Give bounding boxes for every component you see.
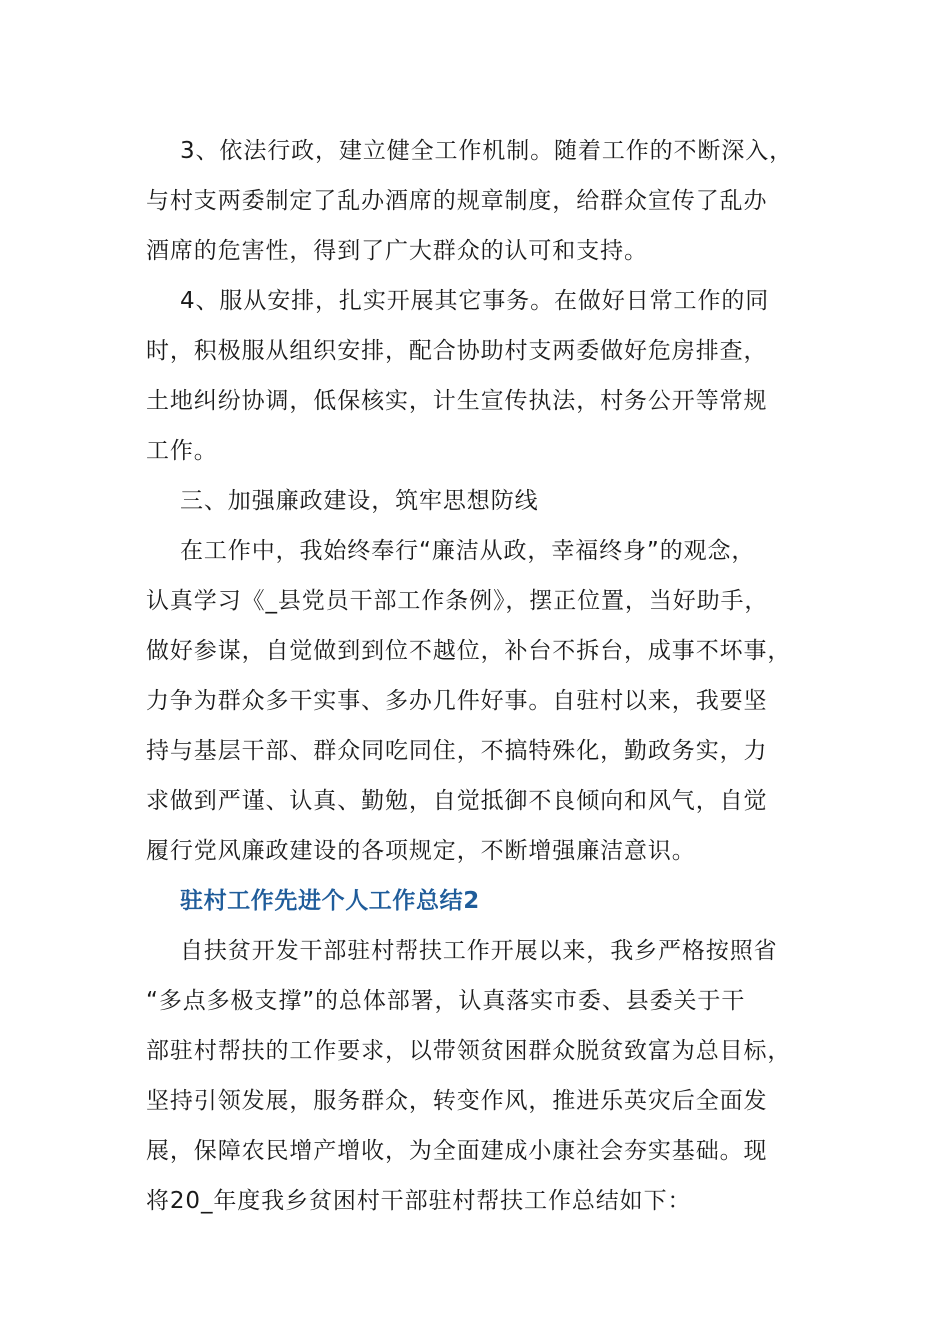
paragraph-follow-arrangements bbox=[146, 276, 786, 476]
paragraph-rule-of-law bbox=[146, 126, 794, 276]
text-line: 三、加强廉政建设，筑牢思想防线 bbox=[180, 488, 539, 514]
text-line: 求做到严谨、认真、勤勉，自觉抵御不良倾向和风气，自觉 bbox=[146, 788, 768, 814]
text-line: 力争为群众多干实事、多办几件好事。自驻村以来，我要坚 bbox=[146, 688, 768, 714]
paragraph-poverty-alleviation bbox=[146, 926, 792, 1226]
text-line: 酒席的危害性，得到了广大群众的认可和支持。 bbox=[146, 238, 648, 264]
text-line: 做好参谋，自觉做到到位不越位，补台不拆台，成事不坏事， bbox=[146, 638, 792, 664]
text-line: 在工作中，我始终奉行“廉洁从政，幸福终身”的观念， bbox=[180, 538, 756, 564]
text-line: 4、服从安排，扎实开展其它事务。在做好日常工作的同 bbox=[180, 288, 770, 314]
text-line: 持与基层干部、群众同吃同住，不搞特殊化，勤政务实，力 bbox=[146, 738, 768, 764]
heading-text: 驻村工作先进个人工作总结2 bbox=[180, 888, 480, 914]
section-heading bbox=[146, 876, 786, 926]
text-line: 自扶贫开发干部驻村帮扶工作开展以来，我乡严格按照省 bbox=[180, 938, 778, 964]
text-line: 坚持引领发展，服务群众，转变作风，推进乐英灾后全面发 bbox=[146, 1088, 768, 1114]
section-three-title bbox=[146, 476, 786, 526]
text-line: “多点多极支撑”的总体部署，认真落实市委、县委关于干 bbox=[146, 988, 746, 1014]
text-line: 与村支两委制定了乱办酒席的规章制度，给群众宣传了乱办 bbox=[146, 188, 768, 214]
text-line: 土地纠纷协调，低保核实，计生宣传执法，村务公开等常规 bbox=[146, 388, 768, 414]
text-line: 认真学习《_县党员干部工作条例》，摆正位置，当好助手， bbox=[146, 588, 769, 614]
text-line: 部驻村帮扶的工作要求，以带领贫困群众脱贫致富为总目标， bbox=[146, 1038, 792, 1064]
text-line: 展，保障农民增产增收，为全面建成小康社会夯实基础。现 bbox=[146, 1138, 768, 1164]
text-line: 履行党风廉政建设的各项规定，不断增强廉洁意识。 bbox=[146, 838, 696, 864]
text-line: 将20_年度我乡贫困村干部驻村帮扶工作总结如下： bbox=[146, 1188, 692, 1214]
paragraph-integrity bbox=[146, 526, 792, 876]
text-line: 工作。 bbox=[146, 438, 218, 464]
text-line: 时，积极服从组织安排，配合协助村支两委做好危房排查， bbox=[146, 338, 768, 364]
text-line: 3、依法行政，建立健全工作机制。随着工作的不断深入， bbox=[180, 138, 794, 164]
